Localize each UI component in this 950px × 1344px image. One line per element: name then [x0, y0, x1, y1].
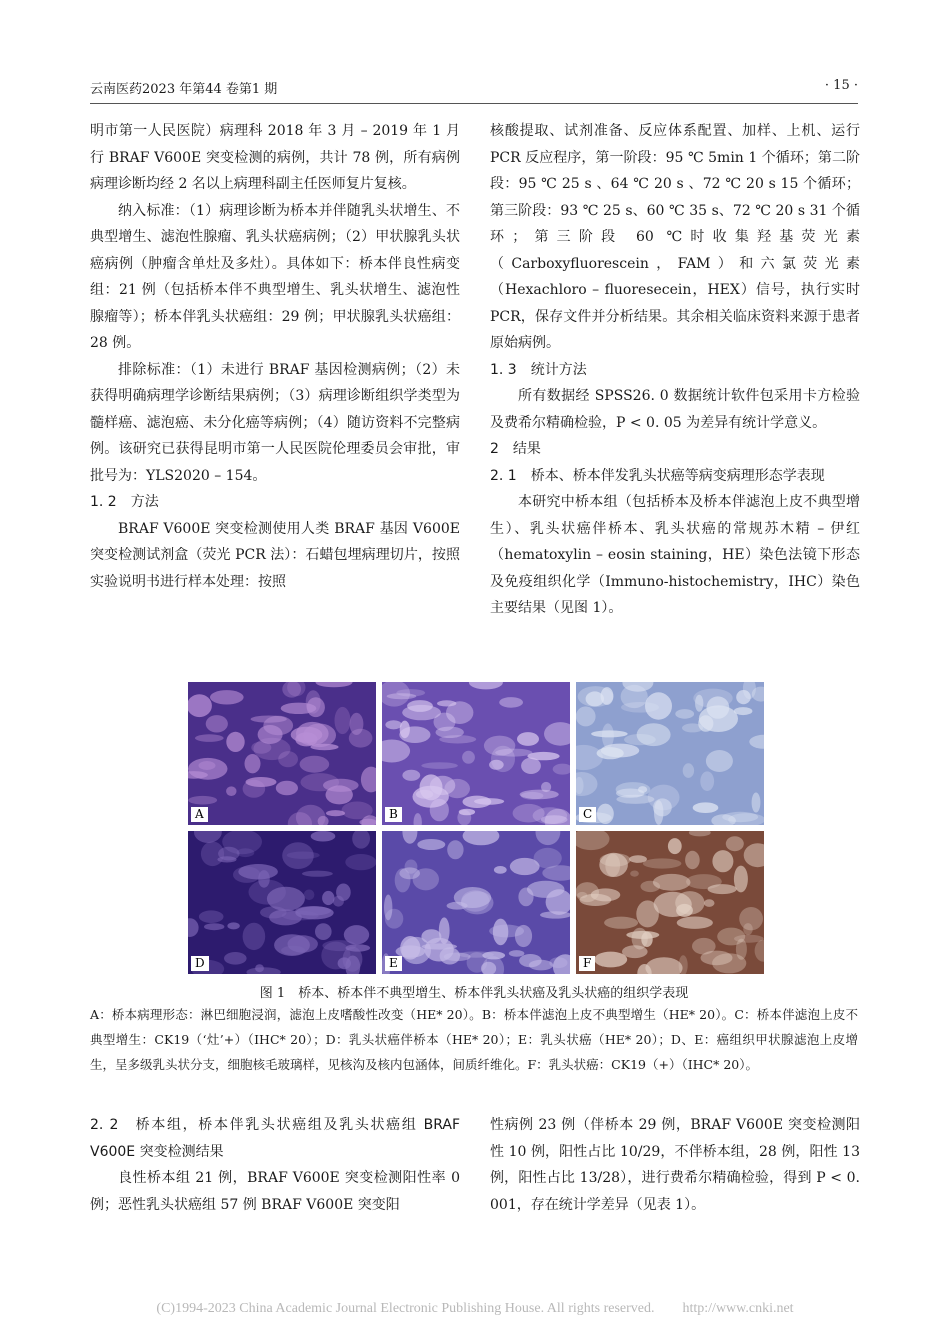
left-column	[90, 118, 460, 595]
paragraph: 纳入标准：（1）病理诊断为桥本并伴随乳头状增生、不典型增生、滤泡性腺瘤、乳头状癌病例；（2）甲状腺乳头状癌病例（肿瘤含单灶及多灶）。具体如下：桥本伴良性病变组：21 例（包括桥本伴不典型增生、乳头状增生、滤泡性腺瘤等）；桥本伴乳头状癌组：29 例；甲状腺乳头状癌组：28 例。	[90, 202, 460, 351]
panel-label: A	[191, 807, 208, 822]
paragraph: 明市第一人民医院）病理科 2018 年 3 月 – 2019 年 1 月行 BRAF V600E 突变检测的病例，共计 78 例，所有病例病理诊断均经 2 名以上病理科副主任医师复片复核。	[90, 123, 460, 192]
figure-caption: 图 1 桥本、桥本伴不典型增生、桥本伴乳头状癌及乳头状癌的组织学表现	[259, 986, 689, 1001]
running-header	[90, 78, 858, 97]
micrograph-texture	[382, 831, 570, 974]
micrograph-texture	[576, 831, 764, 974]
paragraph: 核酸提取、试剂准备、反应体系配置、加样、上机、运行 PCR 反应程序，第一阶段：95 ℃ 5min 1 个循环；第二阶段：95 ℃ 25 s 、64 ℃ 20 s 、72 ℃ 20 s 15 个循环；第三阶段：93 ℃ 25 s、60 ℃ 35 s、72 ℃ 20 s 31 个循环；第三阶段 60 ℃时收集羟基荧光素（Carboxyfluorescein，FAM）和六氯荧光素（Hexachloro – fluoresecein，HEX）信号，执行实时 PCR，保存文件并分析结果。其余相关临床资料来源于患者原始病例。	[490, 123, 860, 351]
section-heading: 2 结果	[490, 441, 541, 457]
section-heading: 2. 1 桥本、桥本伴发乳头状癌等病变病理形态学表现	[490, 467, 825, 484]
figure-panel-b	[382, 682, 570, 825]
journal-info: 云南医药2023 年第44 卷第1 期	[90, 82, 278, 97]
figure-panel-e	[382, 831, 570, 974]
micrograph-texture	[576, 682, 764, 825]
section-heading: 1. 3 统计方法	[490, 361, 587, 378]
bottom-left-column	[90, 1112, 460, 1218]
bottom-right-column	[490, 1112, 860, 1218]
paragraph: 良性桥本组 21 例，BRAF V600E 突变检测阳性率 0 例；恶性乳头状癌组 57 例 BRAF V600E 突变阳	[90, 1170, 460, 1213]
panel-label: B	[385, 807, 402, 822]
figure-1	[188, 682, 764, 974]
paragraph: 本研究中桥本组（包括桥本及桥本伴滤泡上皮不典型增生）、乳头状癌伴桥本、乳头状癌的常规苏木精 – 伊红（hematoxylin – eosin staining，HE）染色法镜下形态及免疫组织化学（Immuno-histochemistry，IHC）染色主要结果（见图 1）。	[490, 494, 860, 616]
header-rule	[90, 103, 858, 104]
panel-label: C	[579, 807, 596, 822]
figure-panel-a	[188, 682, 376, 825]
right-column	[490, 118, 860, 622]
panel-label: D	[191, 956, 209, 971]
section-heading: 2. 2 桥本组，桥本伴乳头状癌组及乳头状癌组 BRAF V600E 突变检测结果	[90, 1117, 460, 1160]
page-number: · 15 ·	[824, 78, 858, 93]
figure-panel-f	[576, 831, 764, 974]
panel-label: F	[579, 956, 595, 971]
paragraph: BRAF V600E 突变检测使用人类 BRAF 基因 V600E 突变检测试剂盒（荧光 PCR 法）：石蜡包埋病理切片，按照实验说明书进行样本处理：按照	[90, 520, 460, 590]
figure-notes: A：桥本病理形态：淋巴细胞浸润，滤泡上皮嗜酸性改变（HE* 20）。B：桥本伴滤泡上皮不典型增生（HE* 20）。C：桥本伴滤泡上皮不典型增生：CK19（‘灶’+）（IHC* 20）；D：乳头状癌伴桥本（HE* 20）；E：乳头状癌（HE* 20）；D、E：癌组织甲状腺滤泡上皮增生，呈多级乳头状分支，细胞核毛玻璃样，见核沟及核内包涵体，间质纤维化。F：乳头状癌：CK19（+）（IHC* 20）。	[90, 1007, 858, 1072]
micrograph-texture	[188, 682, 376, 825]
paragraph: 所有数据经 SPSS26. 0 数据统计软件包采用卡方检验及费希尔精确检验，P < 0. 05 为差异有统计学意义。	[490, 388, 860, 431]
figure-panel-c	[576, 682, 764, 825]
figure-panel-d	[188, 831, 376, 974]
paragraph: 性病例 23 例（伴桥本 29 例，BRAF V600E 突变检测阳性 10 例，阳性占比 10/29，不伴桥本组，28 例，阳性 13 例，阳性占比 13/28），进行费希尔精确检验，得到 P < 0. 001，存在统计学差异（见表 1）。	[490, 1117, 860, 1213]
section-heading: 1. 2 方法	[90, 494, 159, 510]
paragraph: 排除标准：（1）未进行 BRAF 基因检测病例；（2）未获得明确病理学诊断结果病例；（3）病理诊断组织学类型为髓样癌、滤泡癌、未分化癌等病例；（4）随访资料不完整病例。该研究已获得昆明市第一人民医院伦理委员会审批，审批号为：YLS2020 – 154。	[90, 361, 460, 484]
micrograph-texture	[188, 831, 376, 974]
micrograph-texture	[382, 682, 570, 825]
panel-label: E	[385, 956, 402, 971]
copyright-footer: (C)1994-2023 China Academic Journal Electronic Publishing House. All rights reserved. http://www.cnki.net	[156, 1301, 794, 1316]
